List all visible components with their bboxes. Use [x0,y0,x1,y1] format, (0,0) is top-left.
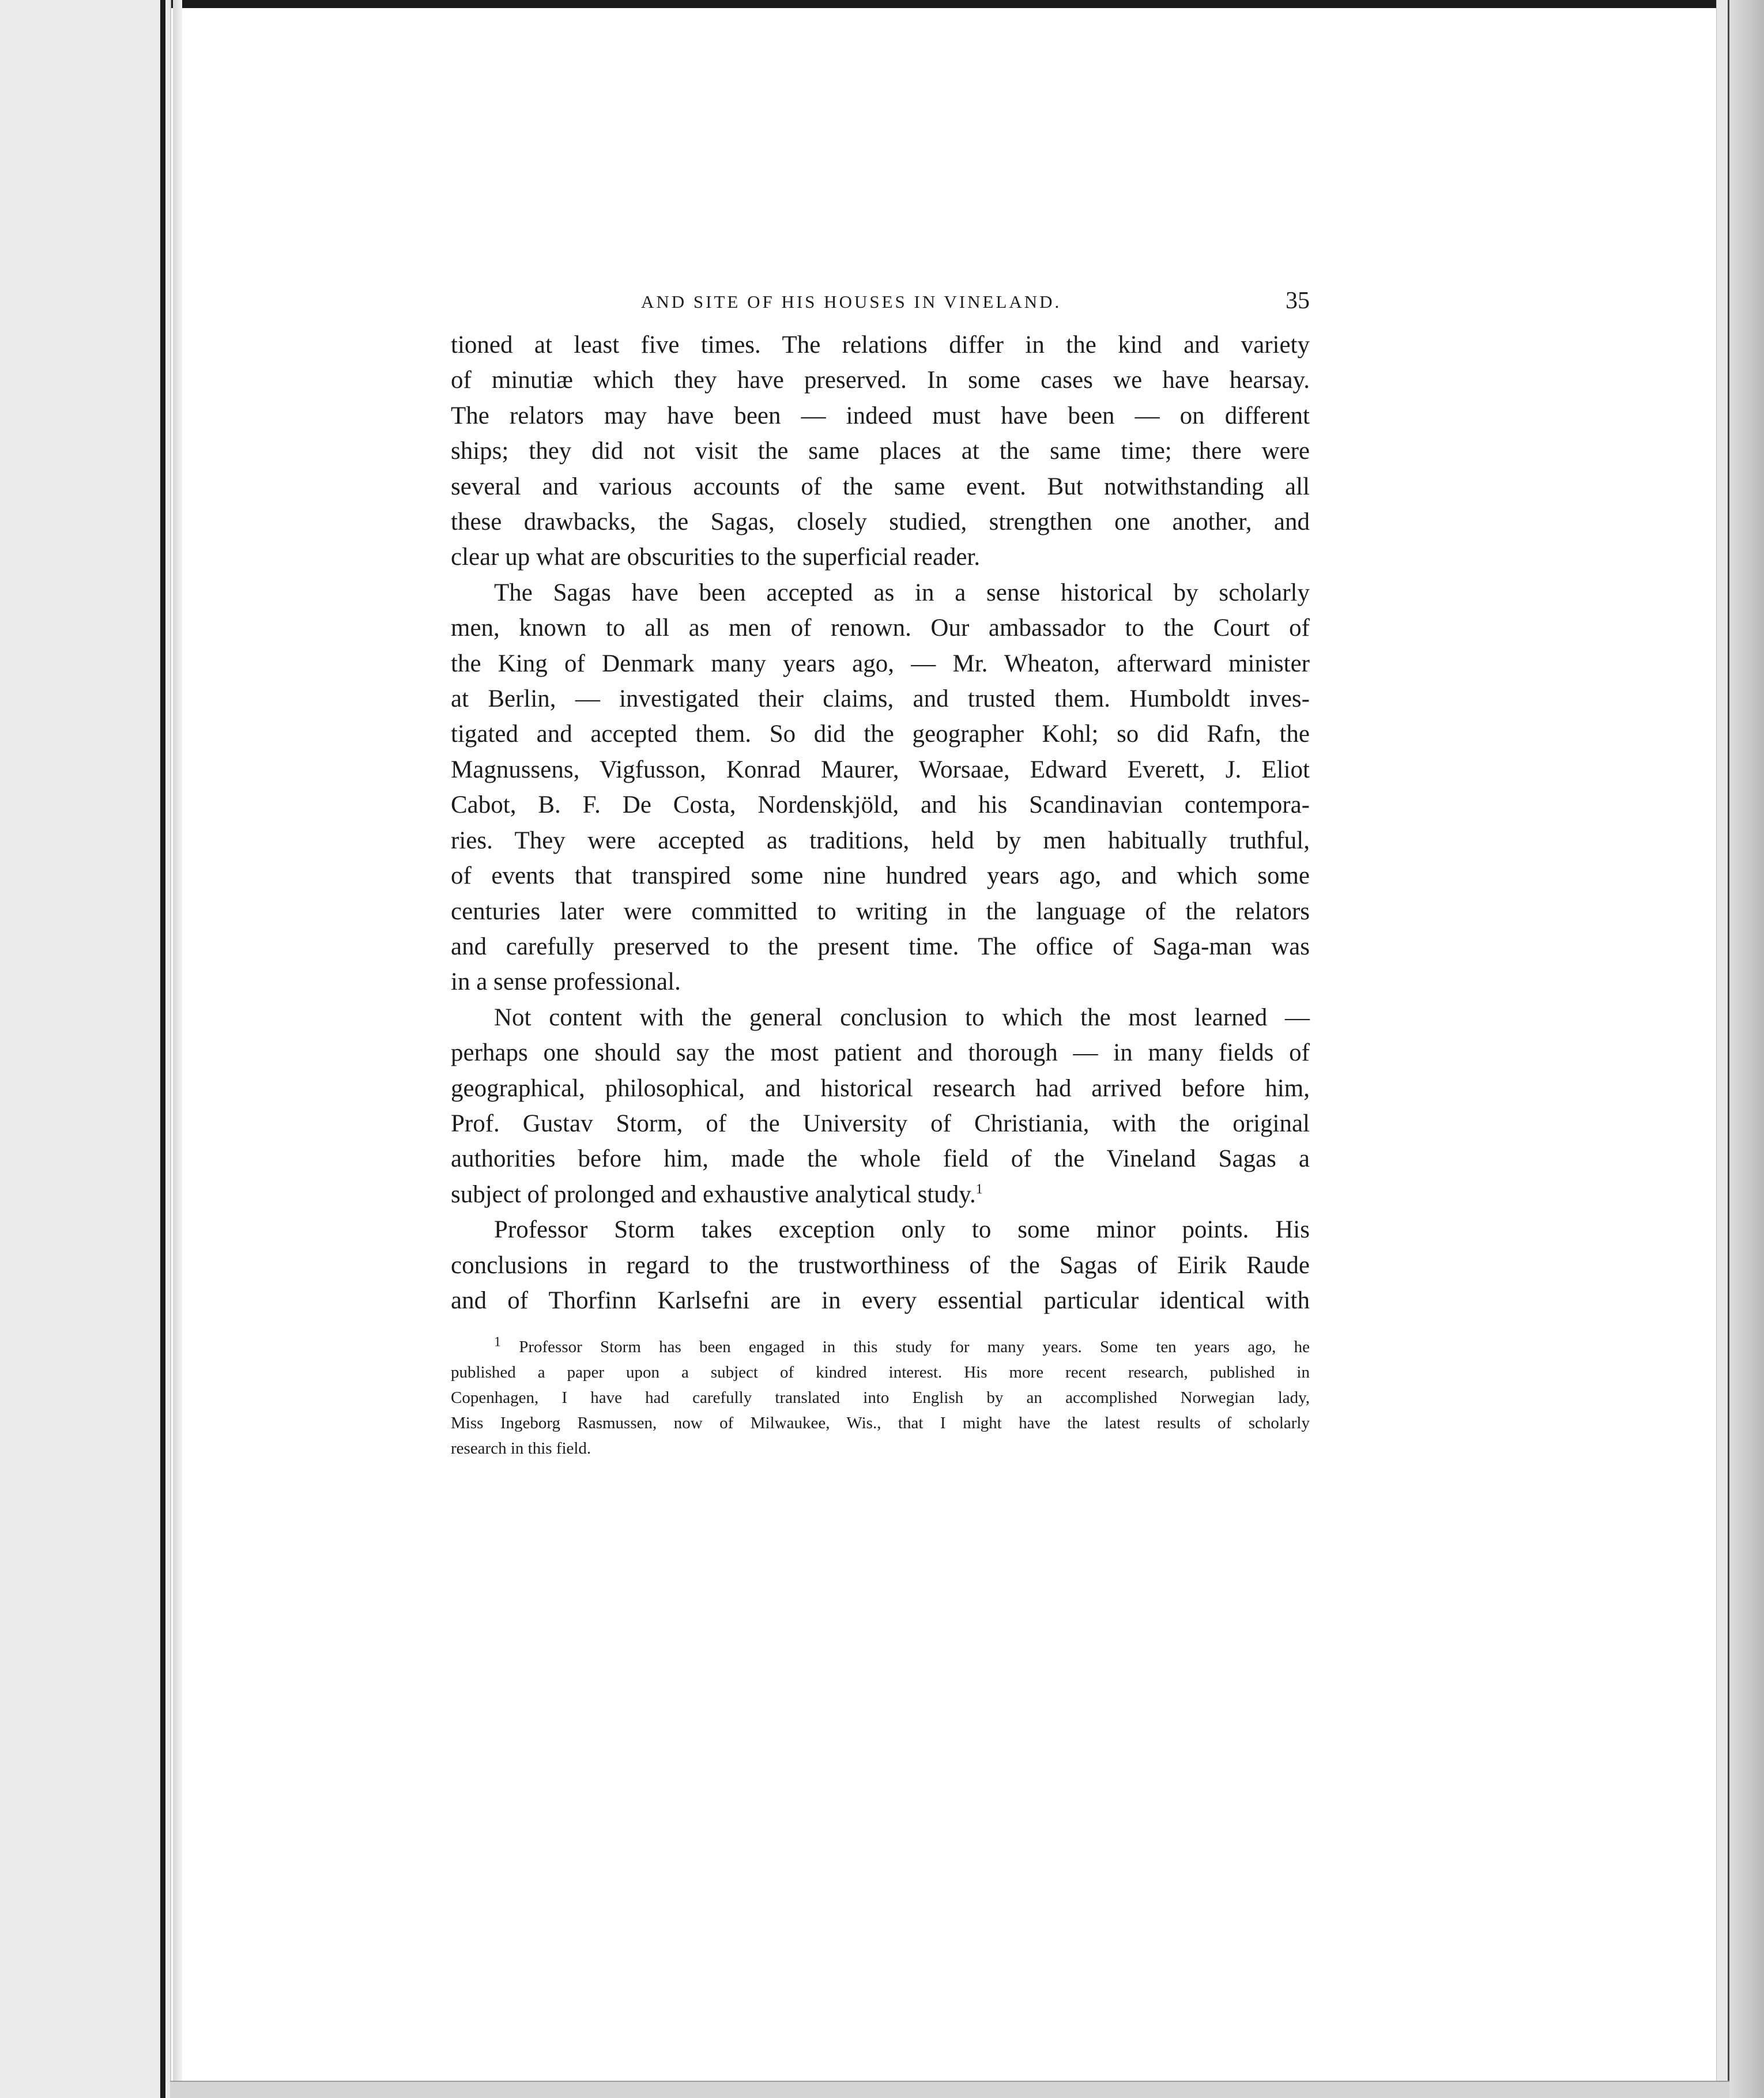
running-title: AND SITE OF HIS HOUSES IN VINELAND. [641,292,1062,312]
text-line: Prof. Gustav Storm, of the University of Christiania, with the original [451,1110,1310,1137]
text-line: geographical, philosophical, and historical research had arrived before him, [451,1074,1310,1102]
footnote-line: published a paper upon a subject of kindred interest. His more recent research, published in [451,1363,1310,1382]
footnote-line: Miss Ingeborg Rasmussen, now of Milwaukee, Wis., that I might have the latest results of scholarly [451,1414,1310,1433]
footnote-line: research in this field. [451,1439,591,1458]
text-line: tioned at least five times. The relations differ in the kind and variety [451,331,1310,359]
text-line: authorities before him, made the whole field of the Vineland Sagas a [451,1145,1310,1173]
page-gutter-shadow [173,0,182,2098]
text-line: The Sagas have been accepted as in a sense historical by scholarly [494,579,1310,606]
text-line: at Berlin, — investigated their claims, and trusted them. Humboldt inves- [451,685,1310,713]
text-line: of events that transpired some nine hundred years ago, and which some [451,862,1310,890]
text-line: several and various accounts of the same event. But notwithstanding all [451,473,1310,500]
scan-bottom-edge [170,2081,1729,2098]
running-head [451,287,1310,327]
text-line: perhaps one should say the most patient and thorough — in many fields of [451,1039,1310,1067]
text-line-with-footnote-ref [451,1177,1310,1212]
text-line: Professor Storm takes exception only to some minor points. His [494,1216,1310,1244]
text-line: tigated and accepted them. So did the geographer Kohl; so did Rafn, the [451,720,1310,748]
footnote [451,1334,1310,1461]
text-line: conclusions in regard to the trustworthiness of the Sagas of Eirik Raude [451,1251,1310,1279]
text-line: Not content with the general conclusion to which the most learned — [494,1003,1310,1031]
page-number: 35 [1286,288,1310,314]
text-line: ships; they did not visit the same places at the same time; there were [451,437,1310,465]
text-line: centuries later were committed to writing in the language of the relators [451,897,1310,925]
book-binding-line [160,0,165,2098]
scan-left-margin [0,0,171,2098]
text-line-content: subject of prolonged and exhaustive analytical study. [451,1180,976,1208]
body-text [451,327,1310,1318]
scan-right-margin [1728,0,1764,2098]
book-page [451,287,1310,1461]
footnote-line-content: Professor Storm has been engaged in this study for many years. Some ten years ago, he [519,1338,1310,1357]
text-line: Magnussens, Vigfusson, Konrad Maurer, Worsaae, Edward Everett, J. Eliot [451,756,1310,783]
text-line: these drawbacks, the Sagas, closely studied, strengthen one another, and [451,508,1310,536]
footnote-line [451,1334,1310,1360]
text-line: ries. They were accepted as traditions, held by men habitually truthful, [451,827,1310,854]
text-line: and of Thorfinn Karlsefni are in every essential particular identical with [451,1286,1310,1314]
text-line: Cabot, B. F. De Costa, Nordenskjöld, and his Scandinavian contempora- [451,791,1310,819]
footnote-line: Copenhagen, I have had carefully translated into English by an accomplished Norwegian lady, [451,1388,1310,1408]
text-line: the King of Denmark many years ago, — Mr. Wheaton, afterward minister [451,650,1310,677]
text-line: and carefully preserved to the present time. The office of Saga-man was [451,933,1310,960]
text-line: of minutiæ which they have preserved. In some cases we have hearsay. [451,367,1310,394]
text-line: men, known to all as men of renown. Our ambassador to the Court of [451,614,1310,642]
footnote-reference: 1 [975,1182,983,1197]
text-line: clear up what are obscurities to the superficial reader. [451,544,981,571]
footnote-marker: 1 [494,1334,501,1350]
text-line: The relators may have been — indeed must have been — on different [451,402,1310,429]
text-line: in a sense professional. [451,968,681,996]
scan-top-edge [0,0,1764,8]
